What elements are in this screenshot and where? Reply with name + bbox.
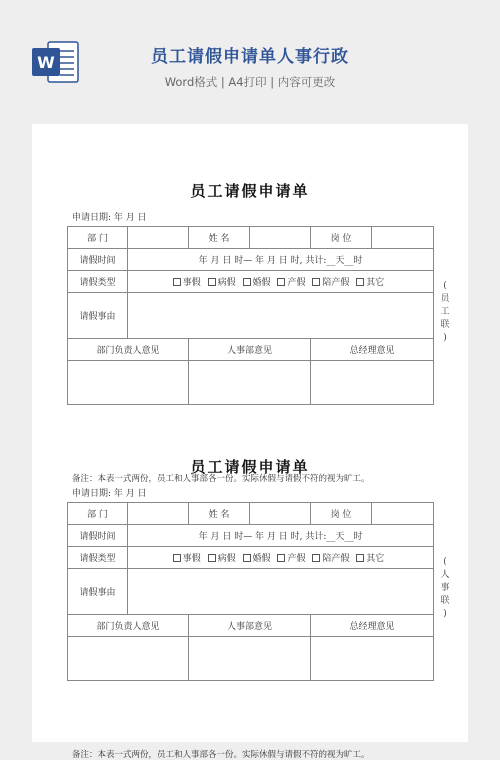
checkbox[interactable]: [312, 554, 320, 562]
dept-field[interactable]: [128, 503, 189, 525]
gm-opinion-label: 总经理意见: [311, 615, 434, 637]
hr-opinion-label: 人事部意见: [189, 615, 311, 637]
checkbox[interactable]: [312, 278, 320, 286]
page-header: [0, 0, 500, 118]
post-label: 岗 位: [311, 503, 372, 525]
leave-reason-field[interactable]: [128, 293, 434, 339]
leave-time-label: 请假时间: [68, 525, 128, 547]
leave-type-option[interactable]: 婚假: [243, 278, 271, 288]
form-title: 员工请假申请单: [190, 182, 310, 200]
leave-type-option[interactable]: 病假: [208, 278, 236, 288]
checkbox[interactable]: [243, 278, 251, 286]
name-field[interactable]: [250, 503, 311, 525]
leave-reason-field[interactable]: [128, 569, 434, 615]
leave-type-label: 请假类型: [68, 271, 128, 293]
leave-reason-label: 请假事由: [68, 293, 128, 339]
dept-field[interactable]: [128, 227, 189, 249]
checkbox[interactable]: [243, 554, 251, 562]
leave-type-option[interactable]: 陪产假: [312, 278, 349, 288]
gm-opinion-label: 总经理意见: [311, 339, 434, 361]
form-note: 备注：本表一式两份，员工和人事部各一份。实际休假与请假不符的视为旷工。: [72, 750, 370, 760]
leave-time-label: 请假时间: [68, 249, 128, 271]
dept-label: 部 门: [68, 227, 128, 249]
leave-type-option[interactable]: 陪产假: [312, 554, 349, 564]
form-title: 员工请假申请单: [190, 458, 310, 476]
leave-type-option[interactable]: 其它: [356, 278, 384, 288]
leave-type-label: 请假类型: [68, 547, 128, 569]
post-field[interactable]: [372, 227, 434, 249]
copy-side-label: ( 员 工 联 ): [440, 281, 450, 343]
dept-head-opinion-label: 部门负责人意见: [68, 615, 189, 637]
checkbox[interactable]: [277, 278, 285, 286]
leave-type-option[interactable]: 婚假: [243, 554, 271, 564]
post-label: 岗 位: [311, 227, 372, 249]
hr-opinion-field[interactable]: [189, 637, 311, 681]
leave-type-option[interactable]: 事假: [173, 278, 201, 288]
dept-head-opinion-field[interactable]: [68, 637, 189, 681]
document-page: [32, 124, 468, 760]
checkbox[interactable]: [173, 554, 181, 562]
leave-type-option[interactable]: 病假: [208, 554, 236, 564]
dept-head-opinion-label: 部门负责人意见: [68, 339, 189, 361]
copy-side-label: ( 人 事 联 ): [440, 557, 450, 619]
checkbox[interactable]: [173, 278, 181, 286]
leave-type-options: [128, 547, 434, 569]
leave-type-options: [128, 271, 434, 293]
svg-text:W: W: [37, 53, 55, 72]
form-note: 备注：本表一式两份，员工和人事部各一份。实际休假与请假不符的视为旷工。: [72, 474, 370, 484]
leave-type-option[interactable]: 产假: [277, 554, 305, 564]
post-field[interactable]: [372, 503, 434, 525]
leave-reason-label: 请假事由: [68, 569, 128, 615]
name-label: 姓 名: [189, 503, 250, 525]
apply-date: 申请日期: 年 月 日: [72, 489, 147, 499]
apply-date: 申请日期: 年 月 日: [72, 213, 147, 223]
checkbox[interactable]: [356, 554, 364, 562]
leave-type-option[interactable]: 产假: [277, 278, 305, 288]
leave-type-option[interactable]: 事假: [173, 554, 201, 564]
leave-time-field[interactable]: 年 月 日 时— 年 月 日 时, 共计:__天__时: [128, 249, 434, 271]
page-subtitle: Word格式 | A4打印 | 内容可更改: [164, 75, 336, 89]
leave-form-table: [67, 226, 434, 405]
name-field[interactable]: [250, 227, 311, 249]
leave-type-option[interactable]: 其它: [356, 554, 384, 564]
gm-opinion-field[interactable]: [311, 637, 434, 681]
checkbox[interactable]: [356, 278, 364, 286]
leave-time-field[interactable]: 年 月 日 时— 年 月 日 时, 共计:__天__时: [128, 525, 434, 547]
checkbox[interactable]: [208, 554, 216, 562]
checkbox[interactable]: [277, 554, 285, 562]
leave-form-table: [67, 502, 434, 681]
name-label: 姓 名: [189, 227, 250, 249]
checkbox[interactable]: [208, 278, 216, 286]
dept-head-opinion-field[interactable]: [68, 361, 189, 405]
page-title: 员工请假申请单人事行政: [151, 47, 349, 67]
hr-opinion-label: 人事部意见: [189, 339, 311, 361]
gm-opinion-field[interactable]: [311, 361, 434, 405]
hr-opinion-field[interactable]: [189, 361, 311, 405]
dept-label: 部 门: [68, 503, 128, 525]
